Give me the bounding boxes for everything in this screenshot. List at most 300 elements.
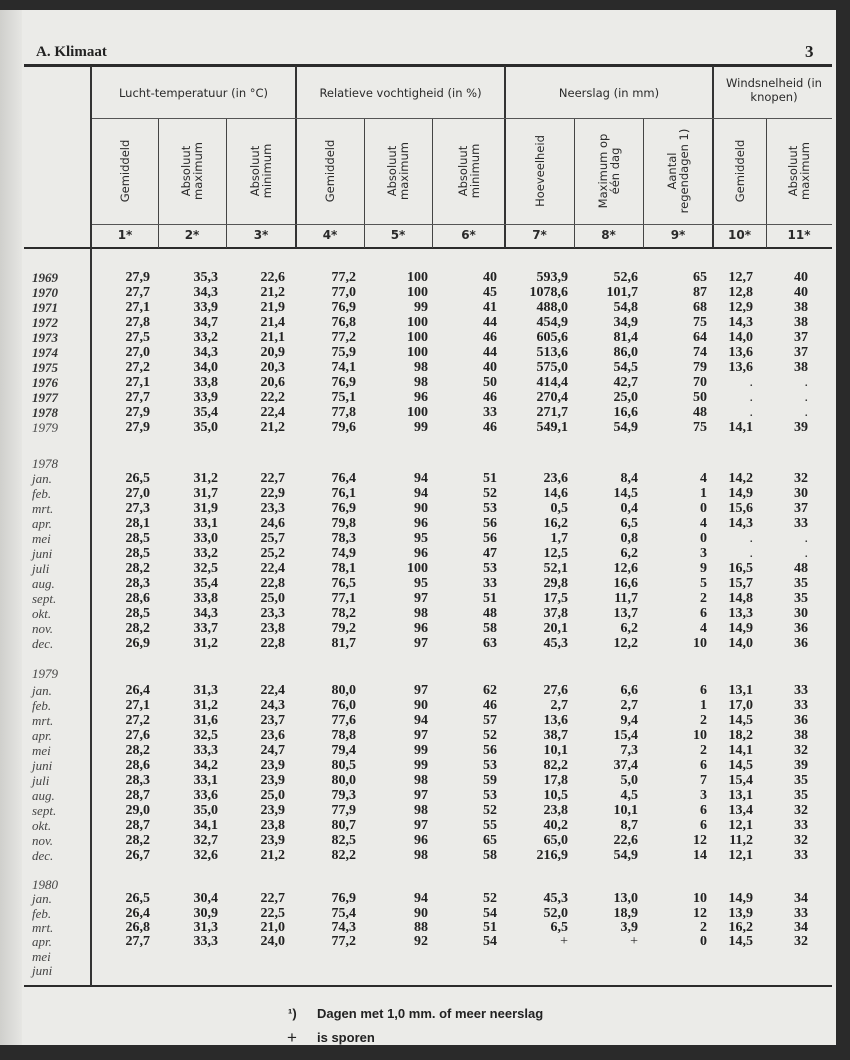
table-cell: 5,0 xyxy=(620,773,638,788)
table-cell: 33,2 xyxy=(193,546,218,561)
table-cell: 21,4 xyxy=(260,315,285,330)
row-label: feb. xyxy=(32,698,52,713)
table-cell: 1 xyxy=(700,698,707,713)
table-cell: 51 xyxy=(483,919,497,935)
table-cell: 15,4 xyxy=(613,728,638,743)
table-cell: 74,3 xyxy=(331,919,356,935)
table-cell: 76,0 xyxy=(331,698,356,713)
table-cell: 29,0 xyxy=(125,803,150,818)
table-cell: 33 xyxy=(794,516,808,531)
table-cell: 50 xyxy=(483,375,497,390)
table-row xyxy=(0,683,836,698)
row-label: mei xyxy=(32,948,51,964)
table-cell: 28,5 xyxy=(125,546,150,561)
table-cell: 27,7 xyxy=(125,390,150,405)
table-cell: 22,5 xyxy=(260,905,285,921)
table-cell: 14,9 xyxy=(728,891,753,907)
row-label: apr. xyxy=(32,728,52,743)
table-cell: 33 xyxy=(794,848,808,863)
table-cell: 35 xyxy=(794,576,808,591)
table-cell: 27,8 xyxy=(125,315,150,330)
table-cell: 23,6 xyxy=(543,471,568,486)
row-label: dec. xyxy=(32,848,54,863)
table-cell: 37,8 xyxy=(543,606,568,621)
table-cell: 4,5 xyxy=(620,788,638,803)
table-cell: 24,6 xyxy=(260,516,285,531)
table-cell: 33,1 xyxy=(193,516,218,531)
table-cell: 46 xyxy=(483,698,497,713)
table-cell: 46 xyxy=(483,420,497,435)
table-cell: 9,4 xyxy=(620,713,638,728)
table-cell: 0,5 xyxy=(550,501,568,516)
table-cell: 12,8 xyxy=(728,285,753,300)
group-header-wind: Windsnelheid (in knopen) xyxy=(726,76,822,104)
table-cell: 18,9 xyxy=(613,905,638,921)
table-cell: 28,2 xyxy=(125,833,150,848)
column-header: Aantal regendagen 1) xyxy=(665,128,691,214)
table-cell: 98 xyxy=(414,360,428,375)
table-cell: 77,9 xyxy=(331,803,356,818)
table-cell: 35 xyxy=(794,773,808,788)
table-row xyxy=(0,666,836,681)
table-cell: 37 xyxy=(794,501,808,516)
table-cell: 33 xyxy=(794,698,808,713)
table-row xyxy=(0,713,836,728)
table-cell: 27,0 xyxy=(125,345,150,360)
column-number: 1* xyxy=(117,228,133,242)
row-label: okt. xyxy=(32,606,52,621)
table-cell: 23,9 xyxy=(260,773,285,788)
table-row xyxy=(0,516,836,531)
table-cell: 6,2 xyxy=(620,621,638,636)
table-cell: 26,5 xyxy=(125,891,150,907)
table-cell: 32,6 xyxy=(193,848,218,863)
page-number: 3 xyxy=(805,42,814,61)
table-cell: 62 xyxy=(483,683,497,698)
table-cell: 48 xyxy=(794,561,808,576)
table-cell: 34,3 xyxy=(193,606,218,621)
table-cell: 13,6 xyxy=(543,713,568,728)
column-number: 5* xyxy=(390,228,406,242)
table-cell: 98 xyxy=(414,606,428,621)
group-header-temperature: Lucht-temperatuur (in °C) xyxy=(118,86,269,100)
table-cell: 21,9 xyxy=(260,300,285,315)
table-cell: 22,4 xyxy=(260,405,285,420)
table-cell: 77,0 xyxy=(331,285,356,300)
table-cell: 28,3 xyxy=(125,576,150,591)
table-cell: 2,7 xyxy=(620,698,638,713)
table-cell: 3 xyxy=(700,788,707,803)
table-cell: 33 xyxy=(483,405,497,420)
table-row xyxy=(0,833,836,848)
table-cell: 20,9 xyxy=(260,345,285,360)
table-cell: 22,6 xyxy=(260,270,285,285)
table-cell: 27,5 xyxy=(125,330,150,345)
table-cell: 17,8 xyxy=(543,773,568,788)
table-cell: 13,7 xyxy=(613,606,638,621)
table-cell: 54,5 xyxy=(613,360,638,375)
table-cell: 28,7 xyxy=(125,818,150,833)
table-cell: 15,7 xyxy=(728,576,753,591)
row-label: feb. xyxy=(32,486,52,501)
table-cell: 488,0 xyxy=(536,300,568,315)
table-cell: . xyxy=(749,546,753,561)
table-cell: 21,0 xyxy=(260,919,285,935)
table-cell: 12,6 xyxy=(613,561,638,576)
table-cell: 57 xyxy=(483,713,497,728)
table-cell: 22,7 xyxy=(260,891,285,907)
table-row xyxy=(0,360,836,375)
table-cell: 12,2 xyxy=(613,636,638,651)
table-cell: 74,1 xyxy=(331,360,356,375)
table-cell: 97 xyxy=(414,818,428,833)
table-cell: 99 xyxy=(414,420,428,435)
table-cell: 97 xyxy=(414,788,428,803)
table-cell: 38 xyxy=(794,300,808,315)
table-cell: 27,9 xyxy=(125,420,150,435)
table-cell: 12,9 xyxy=(728,300,753,315)
table-cell: 54,9 xyxy=(613,848,638,863)
table-cell: 16,6 xyxy=(613,405,638,420)
table-cell: 27,7 xyxy=(125,934,150,950)
table-cell: 27,9 xyxy=(125,405,150,420)
table-row xyxy=(0,456,836,471)
table-row xyxy=(0,561,836,576)
table-row xyxy=(0,300,836,315)
table-row xyxy=(0,285,836,300)
table-cell: 78,8 xyxy=(331,728,356,743)
table-cell: 13,4 xyxy=(728,803,753,818)
table-row xyxy=(0,848,836,863)
table-cell: 25,2 xyxy=(260,546,285,561)
table-cell: 96 xyxy=(414,516,428,531)
table-cell: 46 xyxy=(483,390,497,405)
table-cell: 77,8 xyxy=(331,405,356,420)
table-cell: 37 xyxy=(794,345,808,360)
table-cell: 54,9 xyxy=(613,420,638,435)
table-row xyxy=(0,818,836,833)
column-number: 9* xyxy=(670,228,686,242)
table-cell: 13,1 xyxy=(728,788,753,803)
row-label: apr. xyxy=(32,934,52,950)
table-cell: 14,1 xyxy=(728,420,753,435)
table-cell: 48 xyxy=(693,405,707,420)
table-cell: 593,9 xyxy=(536,270,568,285)
table-cell: 52,1 xyxy=(543,561,568,576)
table-cell: 70 xyxy=(693,375,707,390)
table-cell: 28,6 xyxy=(125,758,150,773)
table-cell: 32 xyxy=(794,833,808,848)
table-cell: 90 xyxy=(414,501,428,516)
row-label: 1976 xyxy=(32,375,58,390)
table-cell: 0 xyxy=(700,934,707,950)
table-cell: 27,2 xyxy=(125,713,150,728)
table-cell: 47 xyxy=(483,546,497,561)
table-cell: 10,1 xyxy=(613,803,638,818)
row-label: jan. xyxy=(32,471,52,486)
column-number: 2* xyxy=(184,228,200,242)
table-cell: 10 xyxy=(693,728,707,743)
table-cell: 34 xyxy=(794,891,808,907)
table-cell: 40 xyxy=(794,285,808,300)
table-cell: 98 xyxy=(414,773,428,788)
table-cell: 35,4 xyxy=(193,576,218,591)
table-cell: + xyxy=(560,934,568,950)
table-cell: 97 xyxy=(414,683,428,698)
table-cell: 31,2 xyxy=(193,698,218,713)
table-cell: 98 xyxy=(414,803,428,818)
table-cell: 44 xyxy=(483,315,497,330)
table-cell: 33,1 xyxy=(193,773,218,788)
table-cell: 6,5 xyxy=(620,516,638,531)
table-cell: . xyxy=(749,390,753,405)
table-cell: 38,7 xyxy=(543,728,568,743)
table-cell: 32 xyxy=(794,471,808,486)
table-cell: 549,1 xyxy=(536,420,568,435)
table-cell: 33,9 xyxy=(193,300,218,315)
table-cell: 13,3 xyxy=(728,606,753,621)
row-label: 1971 xyxy=(32,300,58,315)
table-row xyxy=(0,698,836,713)
table-cell: 6 xyxy=(700,803,707,818)
section-title: A. Klimaat xyxy=(36,44,107,60)
table-row xyxy=(0,591,836,606)
table-cell: 51 xyxy=(483,471,497,486)
row-label: okt. xyxy=(32,818,52,833)
table-cell: 28,6 xyxy=(125,591,150,606)
table-cell: 21,2 xyxy=(260,285,285,300)
table-cell: 56 xyxy=(483,743,497,758)
row-label: 1979 xyxy=(32,666,58,681)
table-cell: 65,0 xyxy=(543,833,568,848)
table-row xyxy=(0,420,836,435)
table-cell: 97 xyxy=(414,591,428,606)
table-cell: 14,9 xyxy=(728,486,753,501)
table-cell: 40,2 xyxy=(543,818,568,833)
table-cell: 33,2 xyxy=(193,330,218,345)
table-cell: 76,8 xyxy=(331,315,356,330)
footnote-marker-1: ¹) xyxy=(288,1006,297,1021)
row-label: juni xyxy=(32,962,53,978)
table-cell: 45 xyxy=(483,285,497,300)
table-cell: 94 xyxy=(414,471,428,486)
row-label: mei xyxy=(32,743,51,758)
table-cell: 13,1 xyxy=(728,683,753,698)
table-cell: 23,3 xyxy=(260,606,285,621)
table-cell: 76,9 xyxy=(331,300,356,315)
table-cell: 68 xyxy=(693,300,707,315)
table-cell: 14,6 xyxy=(543,486,568,501)
header-bottom-rule xyxy=(24,247,832,249)
table-cell: . xyxy=(749,375,753,390)
row-label: mrt. xyxy=(32,501,54,516)
table-row xyxy=(0,471,836,486)
table-cell: 2 xyxy=(700,713,707,728)
table-cell: 96 xyxy=(414,621,428,636)
table-cell: 25,0 xyxy=(613,390,638,405)
table-cell: 13,6 xyxy=(728,345,753,360)
table-cell: 2 xyxy=(700,919,707,935)
table-cell: 76,4 xyxy=(331,471,356,486)
table-cell: 23,9 xyxy=(260,803,285,818)
table-cell: 76,5 xyxy=(331,576,356,591)
table-cell: 27,3 xyxy=(125,501,150,516)
table-cell: 33 xyxy=(794,905,808,921)
table-cell: 41 xyxy=(483,300,497,315)
table-cell: 6 xyxy=(700,606,707,621)
table-row xyxy=(0,891,836,906)
table-cell: 96 xyxy=(414,390,428,405)
table-cell: 35,3 xyxy=(193,270,218,285)
table-cell: 31,2 xyxy=(193,471,218,486)
table-cell: 100 xyxy=(407,345,428,360)
table-cell: 75,9 xyxy=(331,345,356,360)
table-cell: 27,2 xyxy=(125,360,150,375)
table-cell: 23,8 xyxy=(260,621,285,636)
table-cell: 75,1 xyxy=(331,390,356,405)
table-cell: 40 xyxy=(483,360,497,375)
column-header: Maximum op één dag xyxy=(595,133,622,209)
table-cell: 27,6 xyxy=(125,728,150,743)
table-cell: 80,0 xyxy=(331,683,356,698)
table-cell: 58 xyxy=(483,848,497,863)
table-cell: 17,5 xyxy=(543,591,568,606)
table-cell: 33,3 xyxy=(193,934,218,950)
table-cell: 6,6 xyxy=(620,683,638,698)
table-cell: 25,7 xyxy=(260,531,285,546)
table-cell: . xyxy=(804,405,808,420)
row-label: 1970 xyxy=(32,285,58,300)
table-cell: 11,2 xyxy=(729,833,753,848)
column-number: 8* xyxy=(601,228,616,242)
table-cell: 100 xyxy=(407,285,428,300)
table-cell: 216,9 xyxy=(536,848,568,863)
row-label: jan. xyxy=(32,891,52,907)
table-cell: 59 xyxy=(483,773,497,788)
table-cell: 79,6 xyxy=(331,420,356,435)
table-cell: 20,6 xyxy=(260,375,285,390)
top-rule xyxy=(24,64,832,67)
table-cell: 27,6 xyxy=(543,683,568,698)
footnote-2: is sporen xyxy=(317,1030,375,1045)
table-cell: 30,4 xyxy=(193,891,218,907)
table-cell: 23,6 xyxy=(260,728,285,743)
table-cell: 2 xyxy=(700,743,707,758)
table-cell: . xyxy=(804,390,808,405)
table-cell: 10 xyxy=(693,891,707,907)
group-header-humidity: Relatieve vochtigheid (in %) xyxy=(319,86,482,100)
table-cell: 79 xyxy=(693,360,707,375)
row-label: 1977 xyxy=(32,390,58,405)
table-row xyxy=(0,728,836,743)
row-label: feb. xyxy=(32,905,52,921)
table-cell: 54 xyxy=(483,934,497,950)
footnote-1: Dagen met 1,0 mm. of meer neerslag xyxy=(317,1006,544,1021)
table-row xyxy=(0,906,836,921)
table-cell: 36 xyxy=(794,713,808,728)
table-cell: 33 xyxy=(483,576,497,591)
table-cell: 64 xyxy=(693,330,707,345)
table-cell: 1 xyxy=(700,486,707,501)
table-cell: 16,6 xyxy=(613,576,638,591)
table-cell: 96 xyxy=(414,833,428,848)
table-cell: 14,9 xyxy=(728,621,753,636)
table-cell: 79,4 xyxy=(331,743,356,758)
table-cell: 35,0 xyxy=(193,803,218,818)
table-cell: 38 xyxy=(794,315,808,330)
table-cell: 7 xyxy=(700,773,707,788)
table-cell: 8,4 xyxy=(620,471,638,486)
table-cell: 33,7 xyxy=(193,621,218,636)
table-cell: 12,1 xyxy=(728,818,753,833)
table-cell: 78,3 xyxy=(331,531,356,546)
table-cell: 27,1 xyxy=(125,698,150,713)
table-cell: 6,5 xyxy=(550,919,568,935)
column-number: 6* xyxy=(461,228,476,242)
row-label: 1978 xyxy=(32,456,58,471)
row-label: 1969 xyxy=(32,270,58,285)
table-cell: 75 xyxy=(693,420,707,435)
table-cell: 28,1 xyxy=(125,516,150,531)
table-cell: 23,8 xyxy=(260,818,285,833)
table-cell: 28,5 xyxy=(125,606,150,621)
table-cell: 90 xyxy=(414,698,428,713)
table-cell: 21,2 xyxy=(260,420,285,435)
table-cell: 96 xyxy=(414,546,428,561)
table-cell: 34,9 xyxy=(613,315,638,330)
table-cell: 28,3 xyxy=(125,773,150,788)
table-cell: 454,9 xyxy=(536,315,568,330)
footnote-marker-2: + xyxy=(287,1028,297,1047)
table-cell: 79,8 xyxy=(331,516,356,531)
table-cell: 82,2 xyxy=(331,848,356,863)
column-number: 11* xyxy=(787,228,811,242)
table-cell: 21,2 xyxy=(260,848,285,863)
table-row xyxy=(0,405,836,420)
table-cell: 53 xyxy=(483,561,497,576)
number-row-rule xyxy=(92,224,832,225)
table-cell: 31,2 xyxy=(193,636,218,651)
table-row xyxy=(0,501,836,516)
table-cell: . xyxy=(804,531,808,546)
table-cell: 24,7 xyxy=(260,743,285,758)
table-cell: 31,7 xyxy=(193,486,218,501)
table-cell: 82,5 xyxy=(331,833,356,848)
row-label: juni xyxy=(32,546,53,561)
table-cell: 35,4 xyxy=(193,405,218,420)
table-cell: 77,2 xyxy=(331,270,356,285)
table-cell: 14,3 xyxy=(728,516,753,531)
table-cell: 12 xyxy=(693,833,707,848)
table-row xyxy=(0,375,836,390)
table-cell: 74,9 xyxy=(331,546,356,561)
table-cell: 45,3 xyxy=(543,636,568,651)
table-cell: 80,7 xyxy=(331,818,356,833)
row-label: juli xyxy=(32,773,50,788)
table-cell: 26,4 xyxy=(125,905,150,921)
table-cell: 26,9 xyxy=(125,636,150,651)
table-cell: 23,9 xyxy=(260,833,285,848)
table-cell: 11,7 xyxy=(614,591,638,606)
table-cell: 42,7 xyxy=(613,375,638,390)
table-cell: 12 xyxy=(693,905,707,921)
table-cell: 52 xyxy=(483,728,497,743)
table-cell: 33,9 xyxy=(193,390,218,405)
table-row xyxy=(0,949,836,964)
table-cell: 27,9 xyxy=(125,270,150,285)
table-cell: 26,8 xyxy=(125,919,150,935)
table-cell: 6 xyxy=(700,758,707,773)
